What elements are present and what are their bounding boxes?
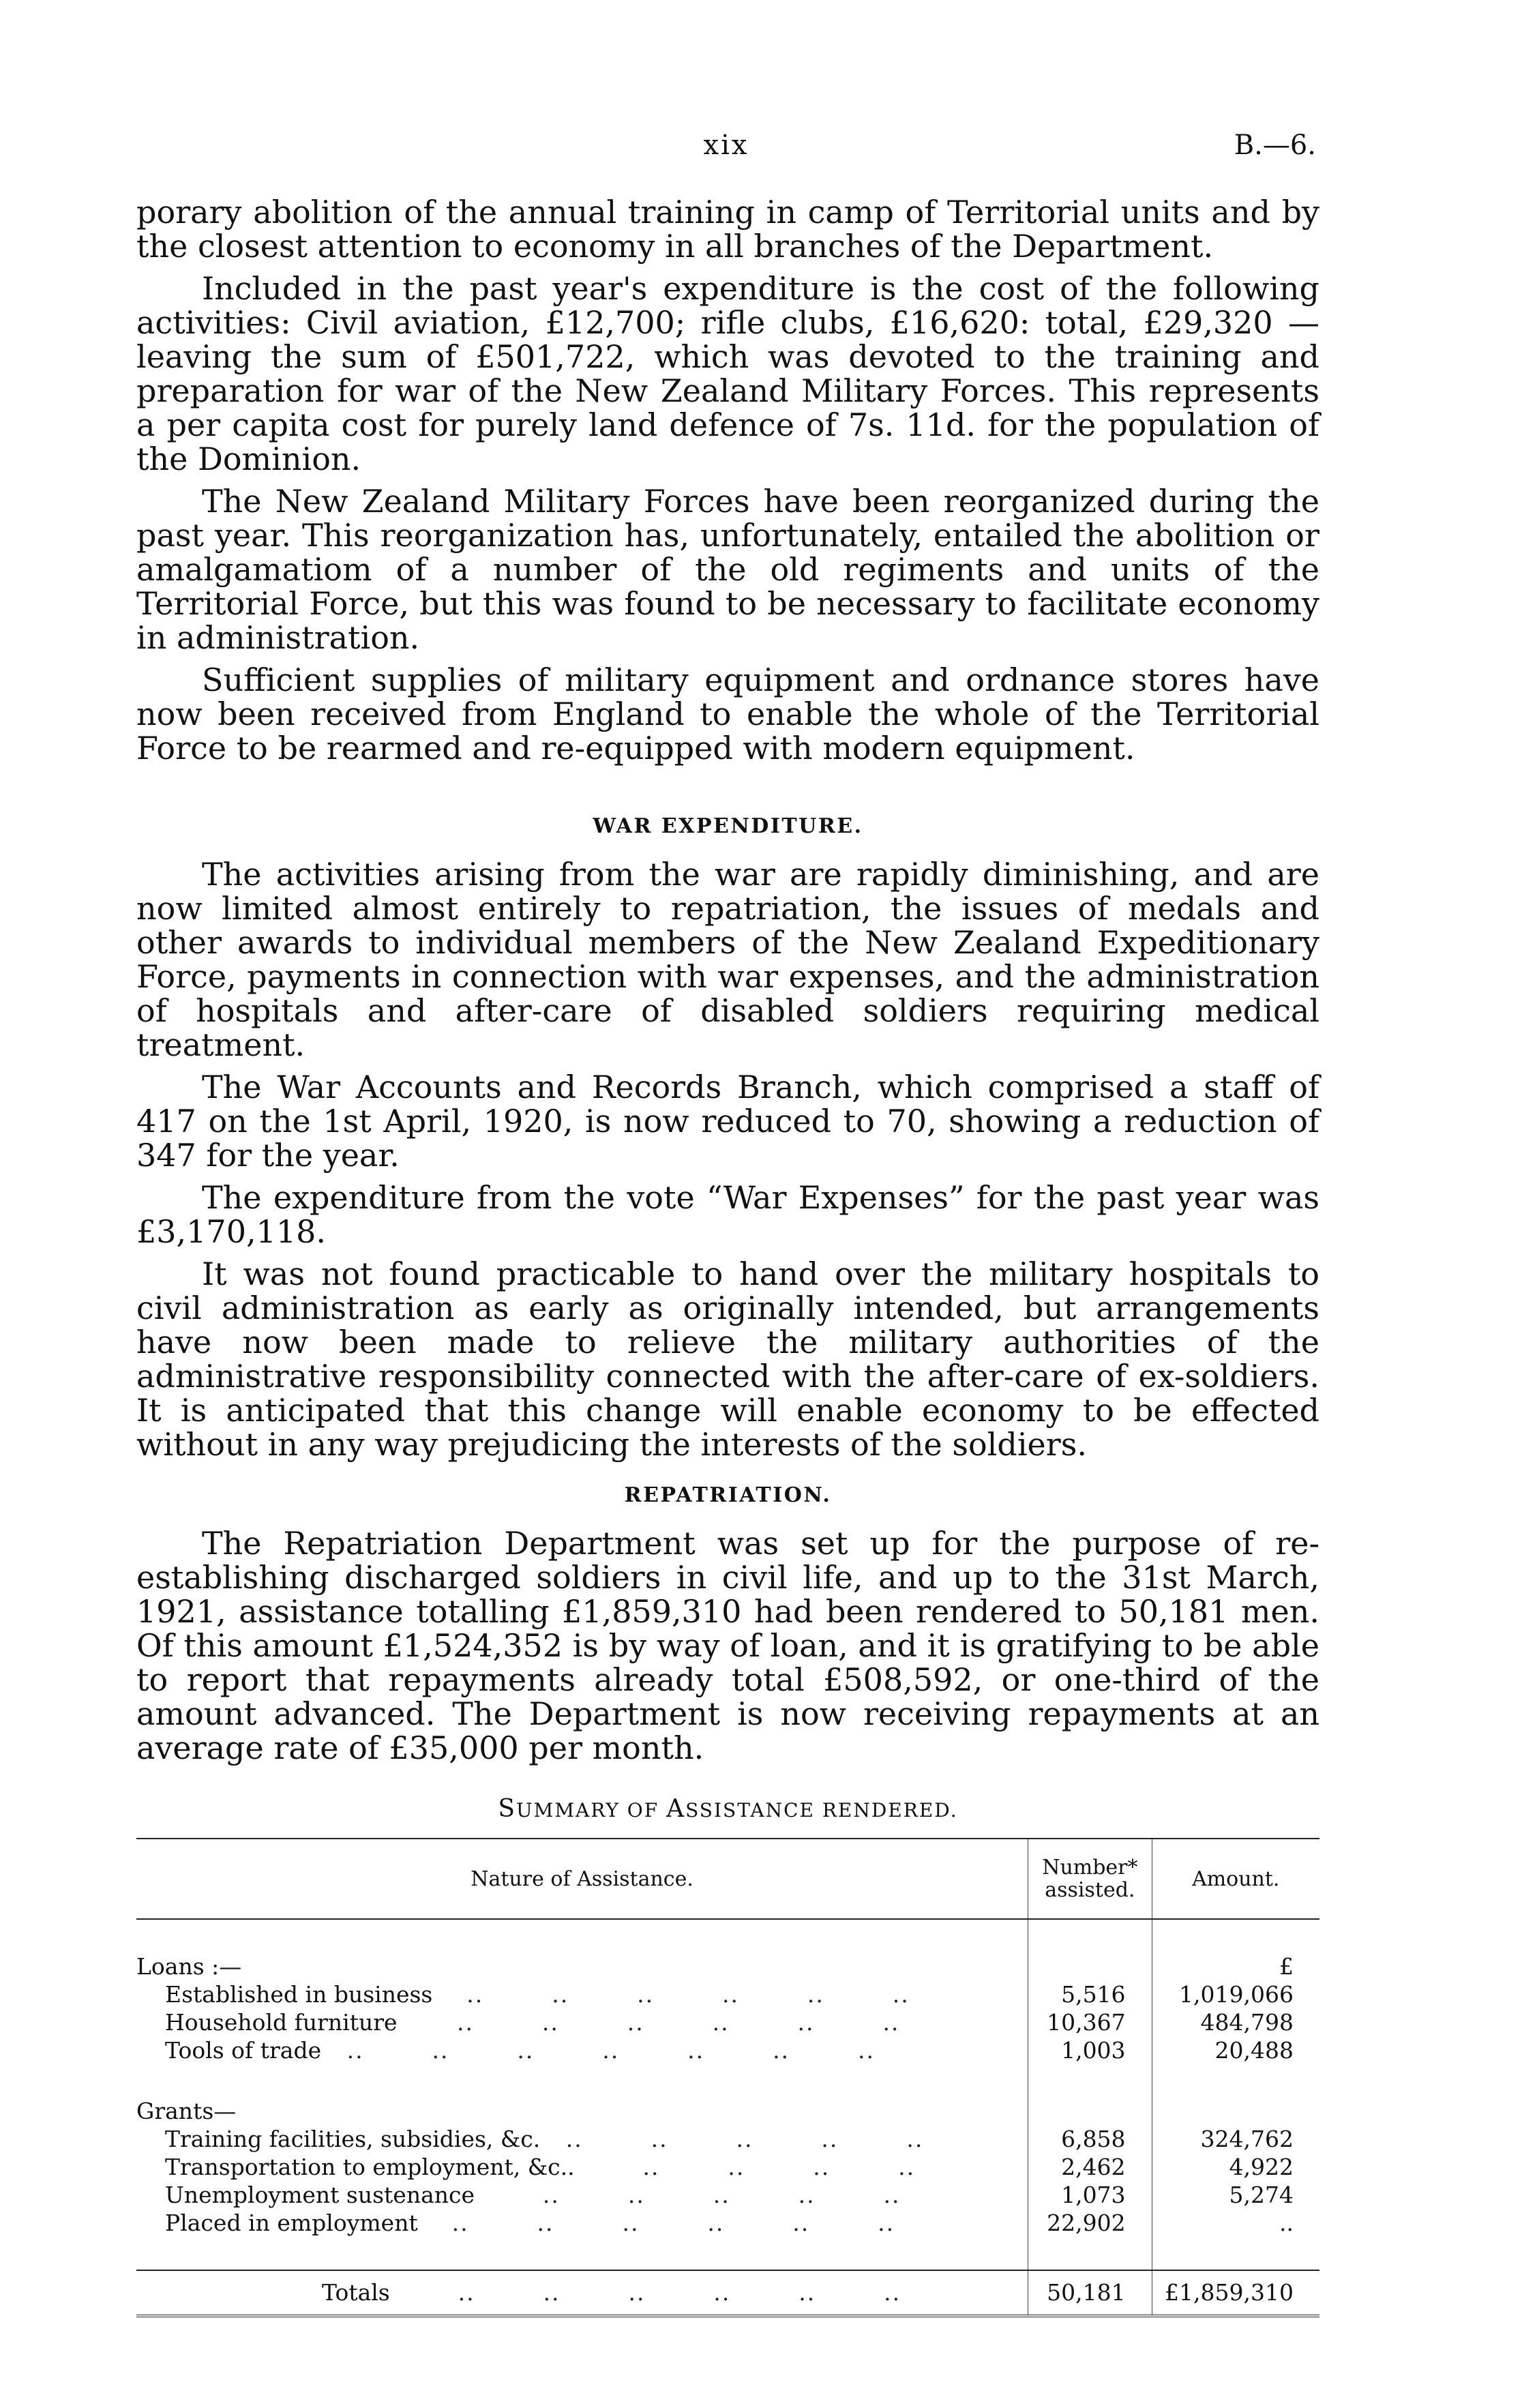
table-header-row: [136, 1839, 1319, 1919]
row-label: Transportation to employment, &c..: [165, 2154, 575, 2180]
assistance-summary-table: [136, 1838, 1319, 2317]
row-label: Training facilities, subsidies, &c.: [165, 2126, 541, 2152]
cell-amount: 4,922: [1152, 2153, 1319, 2181]
group-label-loans: Loans :—: [136, 1953, 242, 1980]
paragraph-equipment: Sufficient supplies of military equipment and ordnance stores have now been received from England to enable the whole of the Territorial Force to be rearmed and re-equipped with modern equipment.: [136, 662, 1319, 767]
group-row-loans: [136, 1952, 1319, 1980]
row-label: Tools of trade: [165, 2037, 322, 2064]
spacer-row: [136, 1919, 1319, 1952]
table-row: Placed in employment .. .. .. .. .. .. 22,902 ..: [136, 2209, 1319, 2237]
page-header: [136, 130, 1316, 170]
column-header-number: Number* assisted.: [1028, 1839, 1152, 1919]
group-label-grants: Grants—: [136, 2098, 237, 2124]
cell-number: 2,462: [1028, 2153, 1152, 2181]
cell-number: 1,003: [1028, 2036, 1152, 2064]
cell-amount: 1,019,066: [1152, 1980, 1319, 2008]
totals-row: Totals .. .. .. .. .. .. 50,181 £1,859,310: [136, 2270, 1319, 2316]
table-caption: SUMMARY OF ASSISTANCE RENDERED.: [498, 1795, 958, 1823]
table-row: Household furniture .. .. .. .. .. .. 10,367 484,798: [136, 2008, 1319, 2036]
row-label: Unemployment sustenance: [165, 2182, 475, 2208]
paragraph-hospitals: It was not found practicable to hand over the military hospitals to civil administration as early as originally intended, but arrangements have now been made to relieve the military authorities of the administrative responsibility connected with the after-care of ex-soldiers. It is anticipated that this change will enable economy to be effected without in any way prejudicing the interests of the soldiers.: [136, 1255, 1319, 1463]
totals-label: Totals: [322, 2279, 390, 2306]
table-row: Unemployment sustenance .. .. .. .. .. 1,073 5,274: [136, 2181, 1319, 2209]
paragraph-reorganization: The New Zealand Military Forces have been reorganized during the past year. This reorganization has, unfortunately, entailed the abolition or amalgamatiom of a number of the old regiments and units of the Territorial Force, but this was found to be necessary to facilitate economy in administration.: [136, 483, 1319, 656]
table-row: Training facilities, subsidies, &c. .. .. .. .. .. 6,858 324,762: [136, 2125, 1319, 2153]
table-row: Tools of trade .. .. .. .. .. .. .. 1,003 20,488: [136, 2036, 1319, 2064]
totals-number: 50,181: [1028, 2270, 1152, 2316]
cell-amount: 5,274: [1152, 2181, 1319, 2209]
paragraph-continuation: porary abolition of the annual training in camp of Territorial units and by the closest attention to economy in all branches of the Department.: [136, 194, 1319, 265]
document-reference: B.—6.: [1234, 130, 1316, 161]
heading-repatriation: REPATRIATION.: [624, 1483, 832, 1507]
spacer-row: [136, 2237, 1319, 2270]
heading-war-expenditure: WAR EXPENDITURE.: [593, 814, 863, 838]
cell-amount: 324,762: [1152, 2125, 1319, 2153]
column-header-amount: Amount.: [1152, 1839, 1319, 1919]
paragraph-war-activities: The activities arising from the war are rapidly diminishing, and are now limited almost entirely to repatriation, the issues of medals and other awards to individual members of the New Zealand Expeditionary Force, payments in connection with war expenses, and the administration of hospitals and after-care of disabled soldiers requiring medical treatment.: [136, 856, 1319, 1063]
cell-number: 1,073: [1028, 2181, 1152, 2209]
table-row: Transportation to employment, &c.. .. .. .. .. 2,462 4,922: [136, 2153, 1319, 2181]
group-row-grants: [136, 2097, 1319, 2125]
paragraph-war-accounts: The War Accounts and Records Branch, which comprised a staff of 417 on the 1st April, 1920, is now reduced to 70, showing a reduction of 347 for the year.: [136, 1069, 1319, 1174]
cell-number: 6,858: [1028, 2125, 1152, 2153]
cell-amount: ..: [1152, 2209, 1319, 2237]
column-header-nature: Nature of Assistance.: [136, 1839, 1028, 1919]
row-label: Household furniture: [165, 2009, 398, 2036]
table-row: Established in business .. .. .. .. .. .. 5,516 1,019,066: [136, 1980, 1319, 2008]
page-number: xix: [703, 130, 749, 161]
row-label: Established in business: [165, 1981, 433, 2008]
cell-number: 5,516: [1028, 1980, 1152, 2008]
totals-amount: £1,859,310: [1152, 2270, 1319, 2316]
currency-symbol: £: [1152, 1952, 1319, 1980]
cell-number: 10,367: [1028, 2008, 1152, 2036]
paragraph-expenditure: Included in the past year's expenditure is the cost of the following activities: Civil aviation, £12,700; rifle clubs, £16,620: total, £29,320 — leaving the sum of £501,722, which was devoted to the training and preparation for war of the New Zealand Military Forces. This represents a per capita cost for purely land defence of 7s. 11d. for the population of the Dominion.: [136, 270, 1319, 477]
spacer-row: [136, 2064, 1319, 2097]
page-body: [136, 195, 1319, 2317]
paragraph-war-expenses: The expenditure from the vote “War Expenses” for the past year was £3,170,118.: [136, 1179, 1319, 1250]
cell-amount: 484,798: [1152, 2008, 1319, 2036]
row-label: Placed in employment: [165, 2210, 418, 2236]
cell-number: 22,902: [1028, 2209, 1152, 2237]
cell-amount: 20,488: [1152, 2036, 1319, 2064]
paragraph-repatriation: The Repatriation Department was set up for the purpose of re-establishing discharged soldiers in civil life, and up to the 31st March, 1921, assistance totalling £1,859,310 had been rendered to 50,181 men. Of this amount £1,524,352 is by way of loan, and it is gratifying to be able to report that repayments already total £508,592, or one-third of the amount advanced. The Department is now receiving repayments at an average rate of £35,000 per month.: [136, 1525, 1319, 1766]
